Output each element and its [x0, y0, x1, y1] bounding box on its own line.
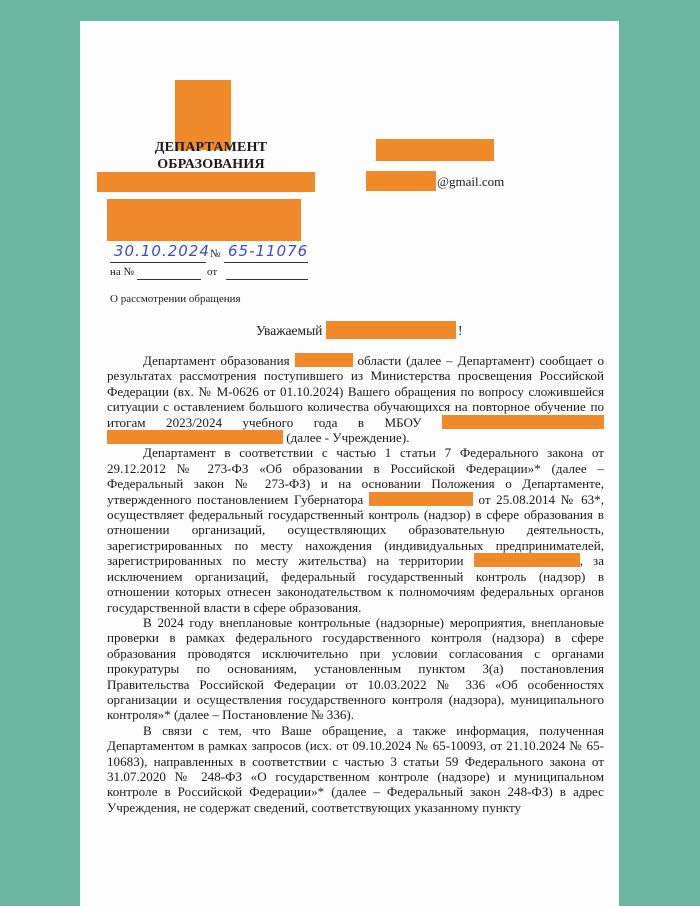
- registration-date: 30.10.2024: [114, 242, 210, 260]
- recipient-email: [437, 174, 504, 190]
- from-underline: [226, 279, 308, 280]
- redacted-school-name-2: [107, 430, 283, 444]
- number-underline: [224, 262, 308, 263]
- redacted-territory: [474, 553, 580, 567]
- registration-number: 65-11076: [228, 242, 309, 260]
- department-heading: [152, 139, 270, 173]
- letter-body: [107, 353, 604, 815]
- date-underline: [110, 262, 206, 263]
- number-sign: №: [210, 248, 221, 260]
- letter-page: [80, 21, 619, 906]
- greeting-end: !: [458, 323, 463, 338]
- from-label: от: [207, 266, 218, 278]
- greeting: [256, 323, 322, 339]
- subject-line: О рассмотрении обращения: [110, 293, 241, 305]
- redacted-school-name: [442, 415, 604, 429]
- redacted-governor-region: [369, 492, 473, 506]
- paragraph-4: В связи с тем, что Ваше обращение, а также информация, полученная Департаментом в рамках запросов (исх. от 09.10.2024 № 65-10093, от 21.10.2024 № 65-10683), направленных в соответствии с частью 3 статьи 59 Федерального закона от 31.07.2020 № 248-ФЗ «О государственном контроле (надзоре) и муниципальном контроле в Российской Федерации»* (далее – Федеральный закон 248-ФЗ) в адрес Учреждения, не содержат сведений, соответствующих указанному пункту: [107, 722, 604, 815]
- redacted-addressee: [326, 321, 456, 339]
- paragraph-1: Департамент образования области (далее – Департамент) сообщает о результатах рассмотрения поступившего из Министерства просвещения Российской Федерации (вх. № М-0626 от 01.10.2024) Вашего обращения по вопросу сложившейся ситуации с оставлением большого количества обучающихся на повторное обучение по итогам 2023/2024 учебного года в МБОУ (далее - Учреждение).: [107, 353, 604, 446]
- greeting-text: Уважаемый: [256, 323, 323, 338]
- department-line1: ДЕПАРТАМЕНТ: [154, 140, 268, 155]
- ref-underline: [137, 279, 201, 280]
- paragraph-3: В 2024 году внеплановые контрольные (надзорные) мероприятия, внеплановые проверки в рамках федерального государственного контроля (надзора) в сфере образования проводятся исключительно при условии согласования с органами прокуратуры по основаниям, установленным пунктом 3(а) постановления Правительства Российской Федерации от 10.03.2022 № 336 «Об особенностях организации и осуществления государственного контроля (надзора), муниципального контроля»* (далее – Постановление № 336).: [107, 614, 604, 723]
- redacted-region: [295, 353, 353, 367]
- redacted-email-user: [366, 171, 436, 191]
- redacted-recipient-name: [376, 139, 494, 161]
- paragraph-2: Департамент в соответствии с частью 1 статьи 7 Федерального закона от 29.12.2012 № 273-ФЗ «Об образовании в Российской Федерации»* (далее – Федеральный закон № 273-ФЗ) и на основании Положения о Департаменте, утвержденного постановлением Губернатора от 25.08.2014 № 63*, осуществляет федеральный государственный контроль (надзор) в сфере образования в отношении организаций, осуществляющих образовательную деятельность, зарегистрированных по месту нахождения (индивидуальных предпринимателей, зарегистрированных по месту жительства) на территории , за исключением организаций, федеральный государственный контроль (надзор) в отношении которых отнесен законодательством к полномочиям федеральных органов государственной власти в сфере образования.: [107, 445, 605, 615]
- email-suffix: @gmail.com: [437, 174, 505, 189]
- department-line2: ОБРАЗОВАНИЯ: [157, 157, 265, 172]
- ref-label: на №: [110, 266, 135, 278]
- redacted-region-name: [97, 172, 315, 192]
- redacted-address: [107, 199, 301, 241]
